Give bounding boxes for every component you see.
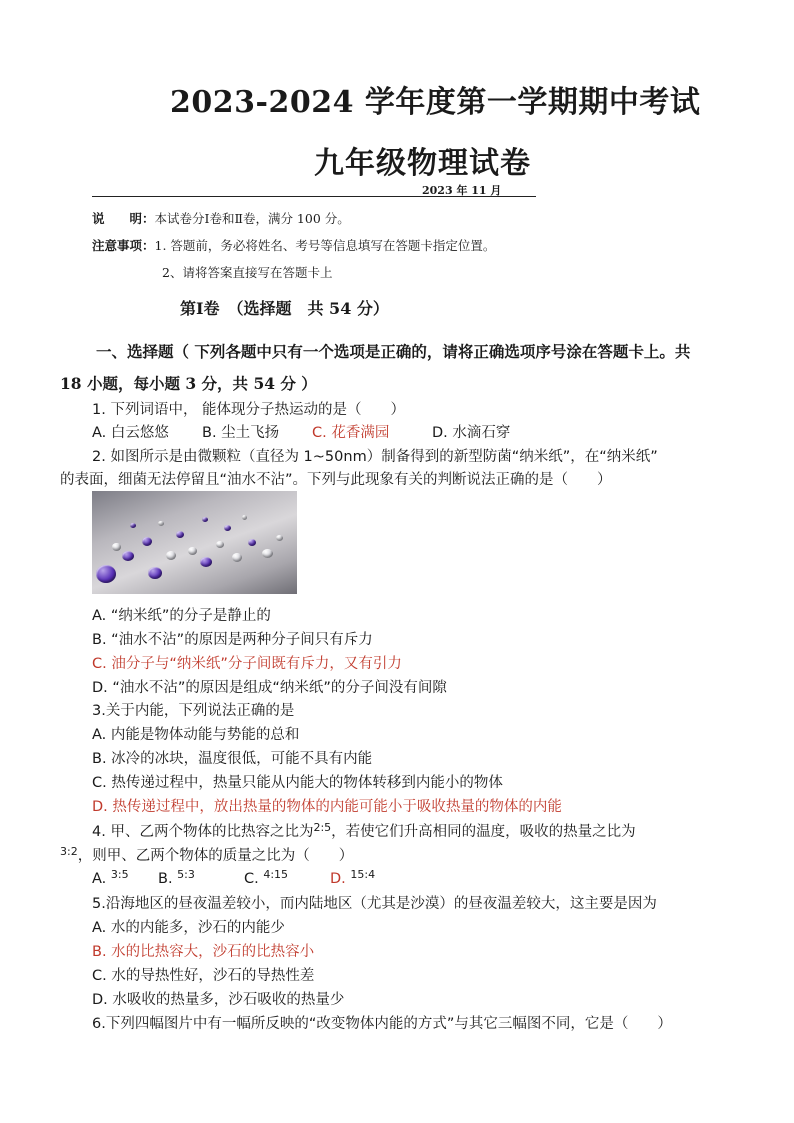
question-5-option-a: A. 水的内能多，沙石的内能少	[92, 920, 285, 936]
question-1-option-a: A. 白云悠悠	[92, 425, 169, 441]
question-3-option-a: A. 内能是物体动能与势能的总和	[92, 727, 300, 743]
section-title: 一、选择题（ 下列各题中只有一个选项是正确的，请将正确选项序号涂在答题卡上。共	[96, 342, 691, 361]
question-1-option-c: C. 花香满园	[312, 425, 390, 441]
question-4-ratio-heat: 3:2	[60, 845, 78, 858]
exam-subtitle: 九年级物理试卷	[314, 146, 531, 181]
option-c-label: C.	[244, 871, 259, 887]
attention-item-2: 2、请将答案直接写在答题卡上	[162, 265, 333, 280]
exam-date: 2023 年 11 月	[422, 184, 502, 197]
question-1-option-b: B. 尘土飞扬	[202, 425, 280, 441]
question-3-option-c: C. 热传递过程中，热量只能从内能大的物体转移到内能小的物体	[92, 775, 503, 791]
option-a-label: A.	[92, 871, 107, 887]
section-title-cont: 18 小题，每小题 3 分，共 54 分 ）	[60, 374, 317, 393]
question-4-option-d	[330, 868, 375, 887]
header-divider	[92, 196, 536, 197]
part1-heading: 第Ⅰ卷 （选择题 共 54 分）	[180, 299, 389, 318]
question-2-option-a: A. “纳米纸”的分子是静止的	[92, 608, 271, 624]
question-2-stem-line2: 的表面，细菌无法停留且“油水不沾”。下列与此现象有关的判断说法正确的是（ ）	[60, 472, 612, 488]
question-4-option-b	[158, 868, 195, 887]
option-d-value: 15:4	[350, 868, 376, 881]
question-4-stem-line2	[60, 844, 353, 865]
question-1-option-d: D. 水滴石穿	[432, 425, 511, 441]
nano-paper-photo	[92, 491, 297, 594]
question-4-stem-part1: 4. 甲、乙两个物体的比热容之比为	[92, 824, 314, 840]
question-2-option-b: B. “油水不沾”的原因是两种分子间只有斥力	[92, 632, 373, 648]
question-4-ratio-heat-capacity: 2:5	[313, 821, 332, 834]
description-line	[92, 209, 350, 227]
question-4-stem-part2: ，若使它们升高相同的温度，吸收的热量之比为	[331, 824, 636, 840]
question-5-option-b: B. 水的比热容大，沙石的比热容小	[92, 944, 315, 960]
question-4-option-a	[92, 868, 129, 887]
question-3-stem: 3.关于内能，下列说法正确的是	[92, 703, 295, 719]
option-b-value: 5:3	[177, 868, 195, 881]
question-3-option-b: B. 冰冷的冰块，温度很低，可能不具有内能	[92, 751, 373, 767]
question-4-stem-line1	[92, 820, 636, 841]
description-label: 说 明：	[92, 211, 155, 226]
question-3-option-d: D. 热传递过程中，放出热量的物体的内能可能小于吸收热量的物体的内能	[92, 799, 562, 815]
attention-item-1: 1. 答题前，务必将姓名、考号等信息填写在答题卡指定位置。	[154, 238, 496, 253]
question-5-option-c: C. 水的导热性好，沙石的导热性差	[92, 968, 315, 984]
question-4-option-c	[244, 868, 288, 887]
question-4-stem-part3: ，则甲、乙两个物体的质量之比为（ ）	[77, 848, 354, 864]
attention-label: 注意事项：	[92, 238, 155, 253]
question-2-stem-line1: 2. 如图所示是由微颗粒（直径为 1~50nm）制备得到的新型防菌“纳米纸”，在“纳米纸”	[92, 449, 658, 465]
option-b-label: B.	[158, 871, 173, 887]
exam-title: 2023-2024 学年度第一学期期中考试	[170, 85, 701, 120]
question-2-option-c: C. 油分子与“纳米纸”分子间既有斥力，又有引力	[92, 656, 402, 672]
attention-line	[92, 236, 495, 254]
question-5-stem: 5.沿海地区的昼夜温差较小，而内陆地区（尤其是沙漠）的昼夜温差较大，这主要是因为	[92, 896, 657, 912]
option-c-value: 4:15	[263, 868, 289, 881]
option-a-value: 3:5	[110, 868, 129, 881]
question-2-option-d: D. “油水不沾”的原因是组成“纳米纸”的分子间没有间隙	[92, 680, 447, 696]
question-5-option-d: D. 水吸收的热量多，沙石吸收的热量少	[92, 992, 345, 1008]
question-1-stem: 1. 下列词语中， 能体现分子热运动的是（ ）	[92, 402, 406, 418]
question-6-stem: 6.下列四幅图片中有一幅所反映的“改变物体内能的方式”与其它三幅图不同，它是（ ）	[92, 1016, 672, 1032]
option-d-label: D.	[330, 871, 346, 887]
description-text: 本试卷分Ⅰ卷和Ⅱ卷，满分 100 分。	[154, 211, 350, 226]
